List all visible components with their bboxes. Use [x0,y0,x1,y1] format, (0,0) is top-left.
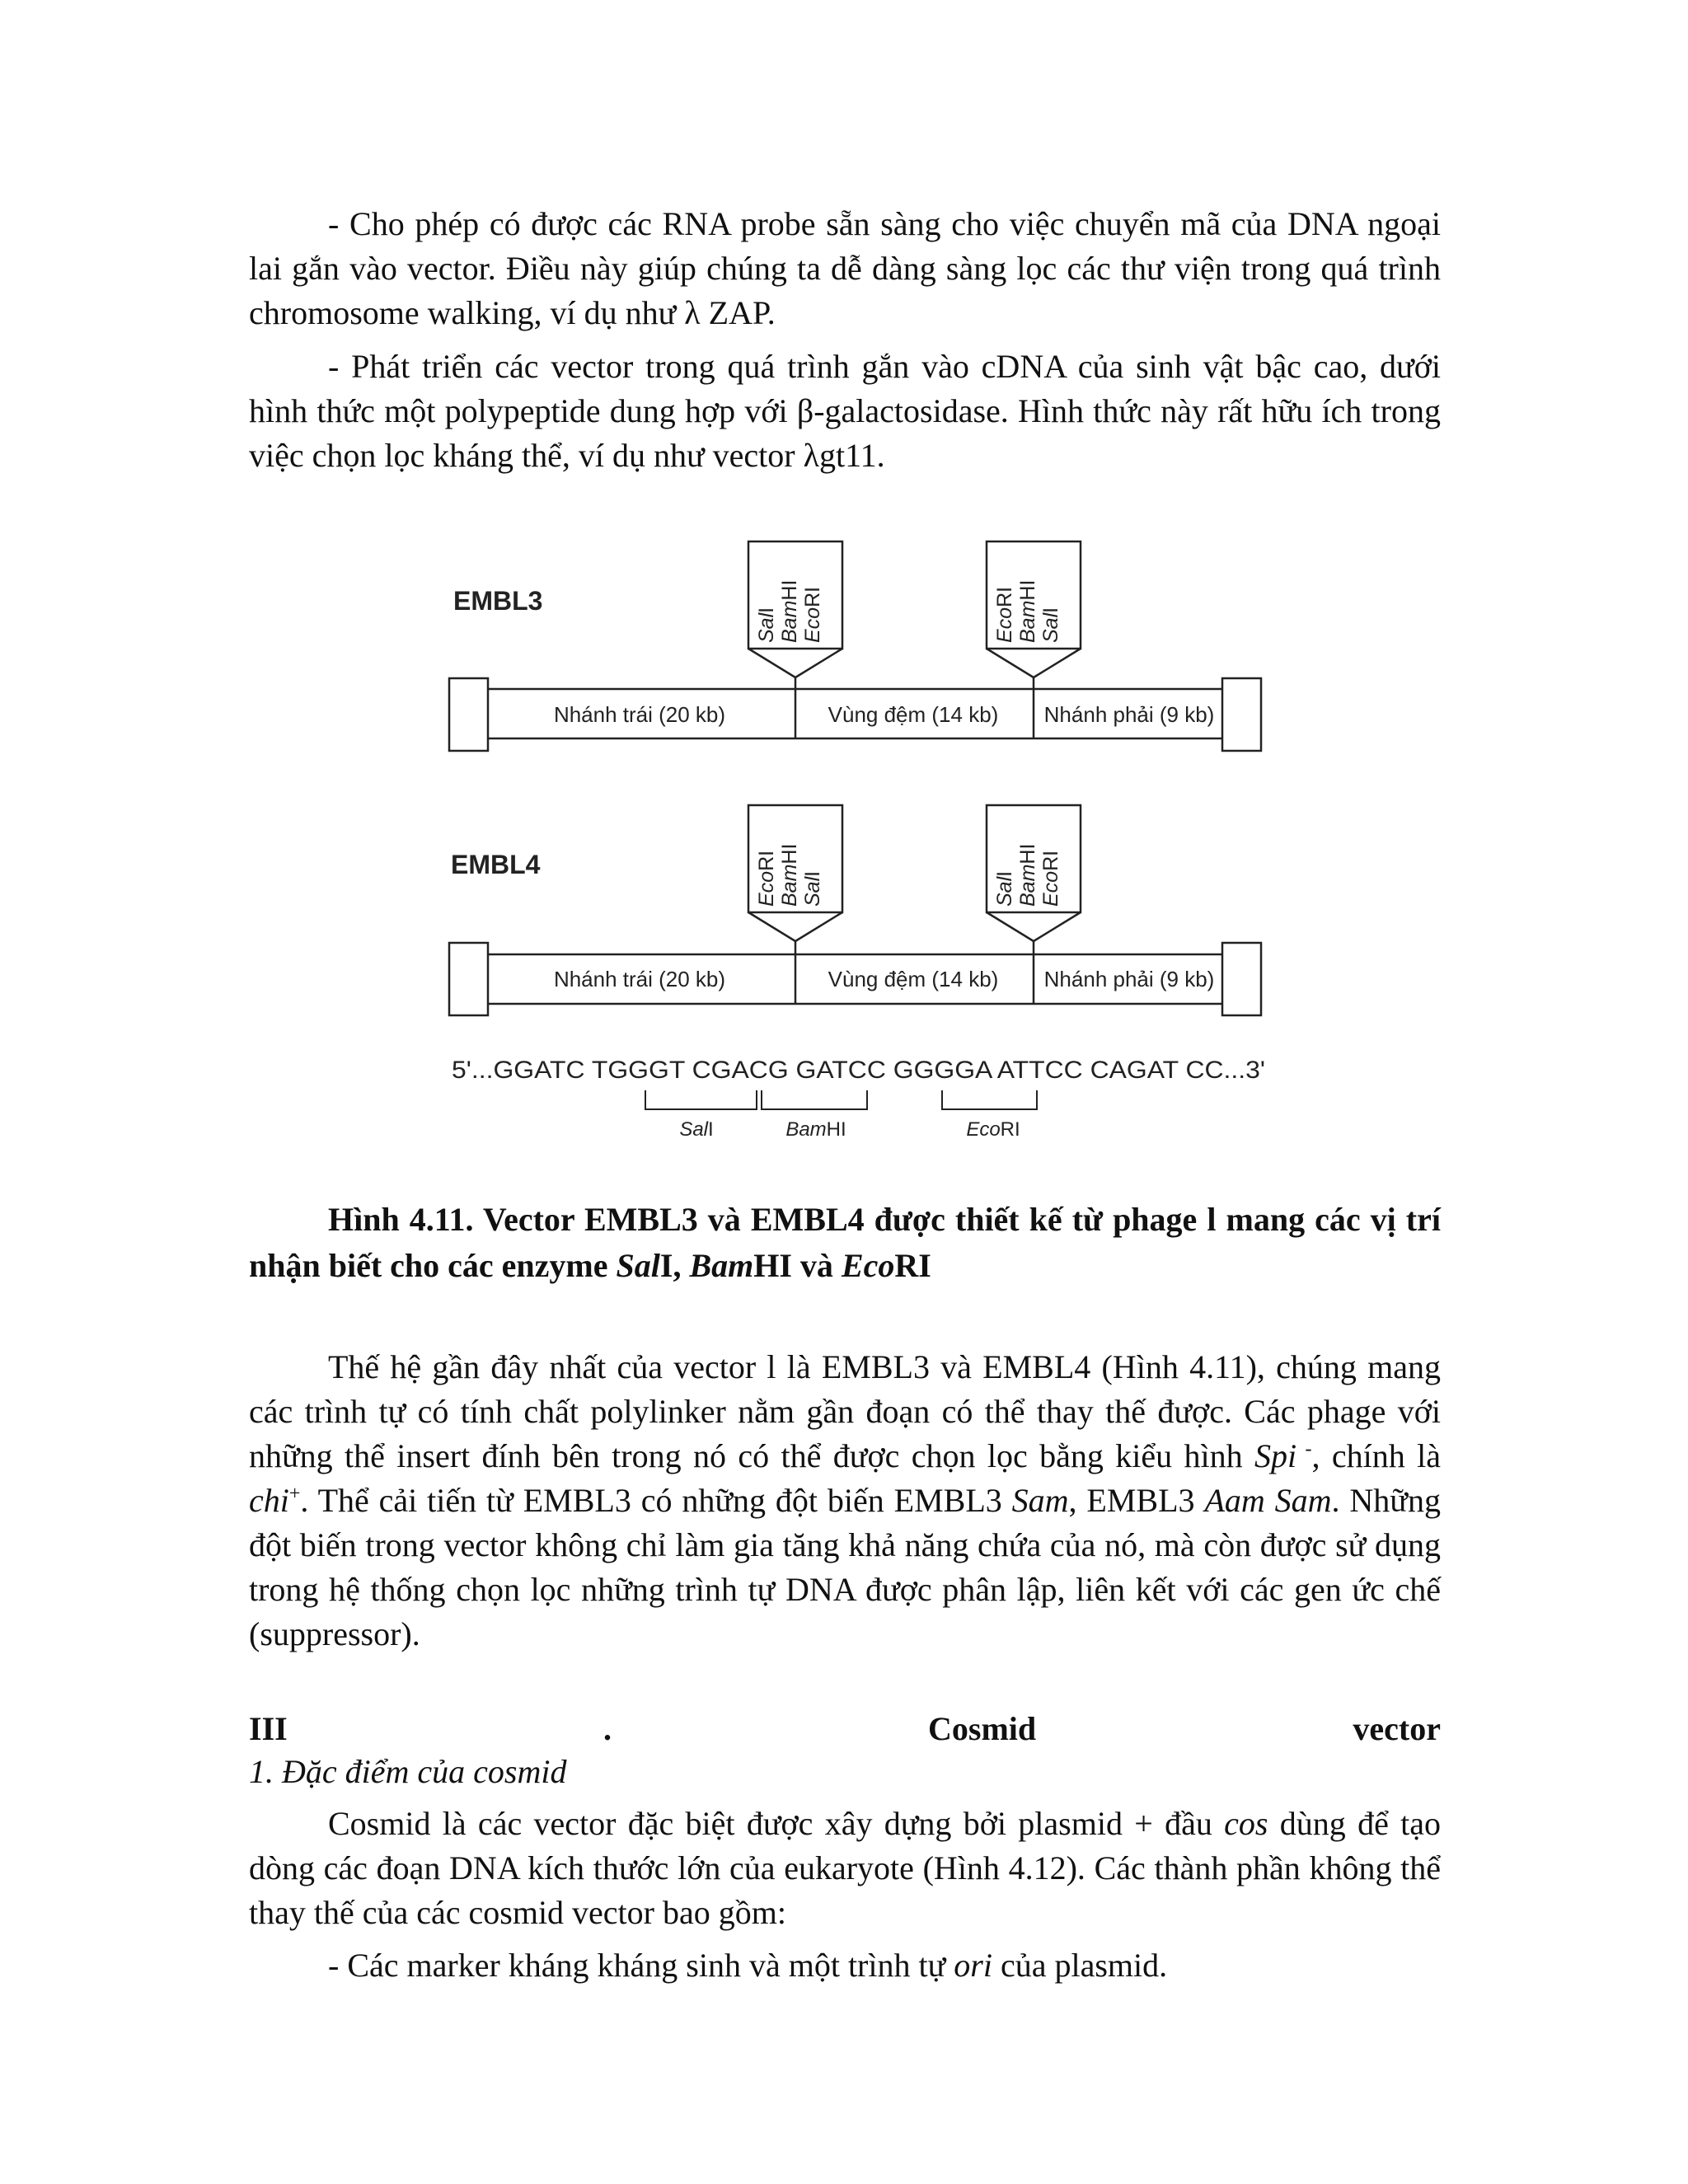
section-word-2: vector [1353,1710,1441,1747]
section-dot: . [603,1710,612,1747]
embl4-left-arm: Nhánh trái (20 kb) [553,967,726,991]
embl3-site1-enzyme-2: BamHI [778,579,801,643]
embl4-site2-enzyme-3: EcoRI [1039,850,1062,907]
subheading: 1. Đặc điểm của cosmid [249,1753,567,1790]
embl3-site1-enzyme-1: SalI [755,607,778,643]
sequence-site-brackets [645,1090,1037,1109]
paragraph-markers: - Các marker kháng kháng sinh và một trình tự ori của plasmid. [328,1947,1168,1984]
sequence-label-eco: EcoRI [966,1118,1020,1141]
embl-vector-diagram [437,527,1278,1154]
embl4-site2-enzyme-1: SalI [993,870,1016,907]
embl3-left-arm: Nhánh trái (20 kb) [553,702,726,727]
embl3-site2-enzyme-2: BamHI [1016,579,1039,643]
embl4-right-arm: Nhánh phải (9 kb) [1043,967,1215,991]
section-word-1: Cosmid [928,1710,1037,1747]
section-number: III [249,1710,288,1747]
embl4-site1-enzyme-3: SalI [801,870,824,907]
paragraph-text: - Phát triển các vector trong quá trình gắn vào cDNA của sinh vật bậc cao, dưới hình thức một polypeptide dung hợp với β-galactosidase. Hình thức này rất hữu ích trong việc chọn lọc kháng thể, ví dụ như vector λgt11. [249,348,1441,474]
sequence-label-bam: BamHI [785,1118,846,1141]
embl4-stuffer: Vùng đệm (14 kb) [828,967,999,991]
figure-caption: Hình 4.11. Vector EMBL3 và EMBL4 được thiết kế từ phage l mang các vị trí nhận biết cho các enzyme SalI, BamHI và EcoRI [249,1201,1441,1284]
paragraph-rna-probe [249,202,1441,335]
embl3-site2-enzyme-3: SalI [1039,607,1062,643]
embl3-right-arm: Nhánh phải (9 kb) [1043,702,1215,727]
embl3-site2-enzyme-1: EcoRI [993,586,1016,643]
embl3-label: EMBL3 [453,586,543,616]
embl3-stuffer: Vùng đệm (14 kb) [828,702,999,727]
paragraph-cosmid: Cosmid là các vector đặc biệt được xây dựng bởi plasmid + đầu cos dùng để tạo dòng các đoạn DNA kích thước lớn của eukaryote (Hình 4.12). Các thành phần không thể thay thế của các cosmid vector bao gồm: [249,1805,1441,1931]
paragraph-cdna-vectors [249,344,1441,478]
embl4-site2-enzyme-2: BamHI [1016,843,1039,907]
embl3-site1-enzyme-3: EcoRI [801,586,824,643]
paragraph-text: - Cho phép có được các RNA probe sẵn sàng cho việc chuyển mã của DNA ngoại lai gắn vào vector. Điều này giúp chúng ta dễ dàng sàng lọc các thư viện trong quá trình chromosome walking, ví dụ như λ ZAP. [249,205,1441,331]
paragraph-embl-vectors: Thế hệ gần đây nhất của vector l là EMBL3 và EMBL4 (Hình 4.11), chúng mang các trình tự có tính chất polylinker nằm gần đoạn có thể thay thế được. Các phage với những thể insert đính bên trong nó có thể được chọn lọc bằng kiểu hình Spi -, chính là chi+. Thể cải tiến từ EMBL3 có những đột biến EMBL3 Sam, EMBL3 Aam Sam. Những đột biến trong vector không chỉ làm gia tăng khả năng chứa của nó, mà còn được sử dụng trong hệ thống chọn lọc những trình tự DNA được phân lập, liên kết với các gen ức chế (suppressor). [249,1348,1441,1652]
polylinker-sequence: 5'...GGATC TGGGT CGACG GATCC GGGGA ATTCC CAGAT CC...3' [452,1057,1265,1084]
section-heading [249,1706,1441,1752]
embl4-site1-enzyme-1: EcoRI [755,850,778,907]
embl4-site1-enzyme-2: BamHI [778,843,801,907]
sequence-label-sal: SalI [679,1118,714,1141]
embl4-label: EMBL4 [451,850,541,879]
